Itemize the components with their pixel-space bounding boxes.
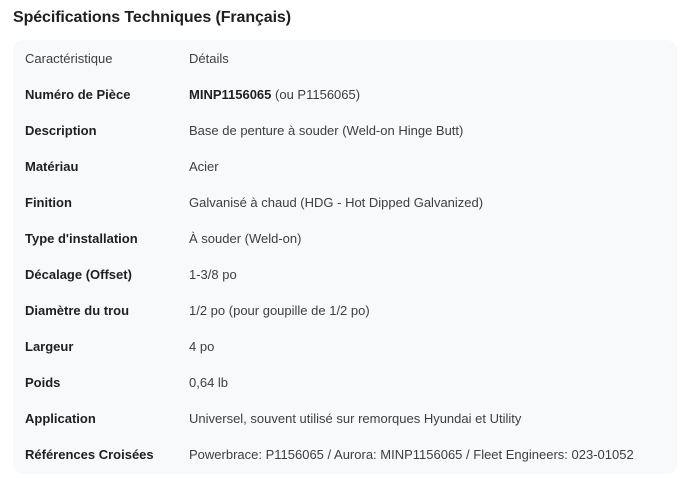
- row-label: Description: [25, 122, 97, 138]
- table-row: [13, 148, 634, 184]
- table-row: [13, 364, 634, 400]
- row-value: 1-3/8 po: [189, 266, 237, 282]
- table-row: [13, 76, 634, 112]
- row-value: [189, 76, 634, 112]
- row-label: Décalage (Offset): [25, 266, 132, 282]
- row-label: Application: [25, 410, 96, 426]
- part-number-bold: MINP1156065: [189, 86, 272, 102]
- table-row: [13, 436, 634, 472]
- row-label: Numéro de Pièce: [25, 86, 131, 102]
- row-value: 4 po: [189, 338, 215, 354]
- row-label: Finition: [25, 194, 72, 210]
- table-row: [13, 292, 634, 328]
- row-value: Powerbrace: P1156065 / Aurora: MINP1156065 / Fleet Engineers: 023-01052: [189, 446, 634, 462]
- row-value: À souder (Weld-on): [189, 230, 302, 246]
- specs-table-card: [13, 40, 677, 474]
- row-label: Type d'installation: [25, 230, 138, 246]
- column-header-feature: Caractéristique: [25, 50, 113, 66]
- row-label: Diamètre du trou: [25, 302, 130, 318]
- row-value: Galvanisé à chaud (HDG - Hot Dipped Galvanized): [189, 194, 484, 210]
- specs-table: [13, 40, 634, 472]
- table-header-row: [13, 40, 634, 76]
- row-value: 1/2 po (pour goupille de 1/2 po): [189, 302, 370, 318]
- row-value: Universel, souvent utilisé sur remorques Hyundai et Utility: [189, 410, 522, 426]
- row-value: Acier: [189, 158, 219, 174]
- row-label: Poids: [25, 374, 61, 390]
- page-title: Spécifications Techniques (Français): [13, 9, 291, 26]
- table-row: [13, 220, 634, 256]
- column-header-details: Détails: [189, 50, 229, 66]
- row-value: Base de penture à souder (Weld-on Hinge Butt): [189, 122, 464, 138]
- table-row: [13, 256, 634, 292]
- row-label: Largeur: [25, 338, 74, 354]
- row-label: Matériau: [25, 158, 79, 174]
- row-label: Références Croisées: [25, 446, 154, 462]
- table-row: [13, 112, 634, 148]
- row-value: 0,64 lb: [189, 374, 229, 390]
- table-row: [13, 328, 634, 364]
- part-number-alt: (ou P1156065): [271, 86, 361, 102]
- table-row: [13, 184, 634, 220]
- table-row: [13, 400, 634, 436]
